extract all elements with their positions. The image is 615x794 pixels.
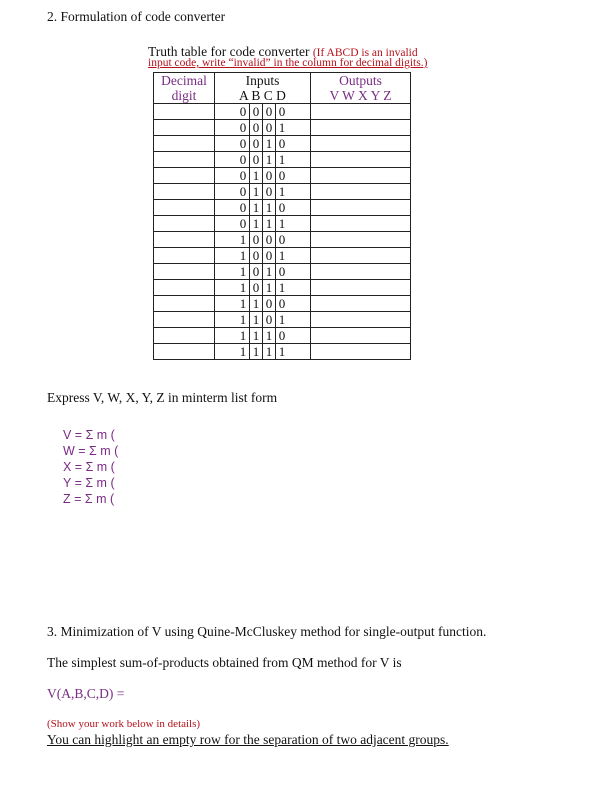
outputs-cell[interactable] bbox=[311, 168, 411, 184]
decimal-digit-header bbox=[154, 73, 215, 104]
input-bit-a: 1 bbox=[239, 232, 247, 247]
input-bit-a: 0 bbox=[239, 104, 247, 119]
input-bit-a: 0 bbox=[239, 184, 247, 199]
input-bit-a: 0 bbox=[239, 200, 247, 215]
input-bit-b: 0 bbox=[249, 264, 262, 279]
input-bit-c: 1 bbox=[262, 200, 275, 215]
decimal-digit-cell[interactable] bbox=[154, 200, 215, 216]
inputs-cell bbox=[215, 248, 311, 264]
section-3-heading: 3. Minimization of V using Quine-McCluskey method for single-output function. bbox=[47, 624, 487, 639]
input-bit-a: 1 bbox=[239, 296, 247, 311]
input-bit-c: 0 bbox=[262, 232, 275, 247]
input-bit-c: 1 bbox=[262, 216, 275, 231]
input-bit-c: 1 bbox=[262, 280, 275, 295]
express-prompt: Express V, W, X, Y, Z in minterm list form bbox=[47, 390, 278, 405]
input-bit-b: 1 bbox=[249, 200, 262, 215]
input-bit-a: 1 bbox=[239, 328, 247, 343]
input-bit-a: 0 bbox=[239, 136, 247, 151]
input-bit-c: 0 bbox=[262, 184, 275, 199]
inputs-cell bbox=[215, 168, 311, 184]
decimal-digit-cell[interactable] bbox=[154, 168, 215, 184]
outputs-cell[interactable] bbox=[311, 152, 411, 168]
input-bit-d: 0 bbox=[275, 104, 288, 119]
decimal-digit-cell[interactable] bbox=[154, 136, 215, 152]
input-bit-d: 1 bbox=[275, 248, 288, 263]
input-bit-a: 1 bbox=[239, 248, 247, 263]
input-bit-c: 0 bbox=[262, 248, 275, 263]
minterm-y: Y = Σ m ( bbox=[63, 476, 115, 490]
truth-table bbox=[153, 72, 411, 360]
decimal-digit-cell[interactable] bbox=[154, 184, 215, 200]
inputs-cell bbox=[215, 312, 311, 328]
truth-table-row bbox=[154, 168, 411, 184]
decimal-header-line2: digit bbox=[171, 88, 197, 103]
inputs-header bbox=[215, 73, 311, 104]
inputs-cell bbox=[215, 280, 311, 296]
truth-table-row bbox=[154, 104, 411, 120]
input-bit-b: 0 bbox=[249, 104, 262, 119]
input-bit-d: 1 bbox=[275, 280, 288, 295]
inputs-cell bbox=[215, 216, 311, 232]
input-bit-d: 1 bbox=[275, 216, 288, 231]
truth-table-header bbox=[154, 73, 411, 104]
input-bit-c: 1 bbox=[262, 152, 275, 167]
input-bit-b: 1 bbox=[249, 344, 262, 359]
truth-table-row bbox=[154, 264, 411, 280]
truth-table-row bbox=[154, 312, 411, 328]
decimal-digit-cell[interactable] bbox=[154, 312, 215, 328]
input-bit-b: 0 bbox=[249, 120, 262, 135]
input-bit-d: 1 bbox=[275, 312, 288, 327]
inputs-cell bbox=[215, 296, 311, 312]
decimal-digit-cell[interactable] bbox=[154, 216, 215, 232]
outputs-cell[interactable] bbox=[311, 216, 411, 232]
outputs-cell[interactable] bbox=[311, 104, 411, 120]
table-note-line1: (If ABCD is an invalid bbox=[312, 47, 418, 59]
input-bit-d: 0 bbox=[275, 168, 288, 183]
input-bit-a: 0 bbox=[239, 152, 247, 167]
highlight-note: You can highlight an empty row for the separation of two adjacent groups. bbox=[47, 732, 449, 747]
input-bit-b: 0 bbox=[249, 136, 262, 151]
outputs-header-line2: V W X Y Z bbox=[329, 88, 392, 103]
minterm-w: W = Σ m ( bbox=[63, 444, 119, 458]
outputs-cell[interactable] bbox=[311, 328, 411, 344]
truth-table-row bbox=[154, 280, 411, 296]
input-bit-a: 1 bbox=[239, 280, 247, 295]
decimal-digit-cell[interactable] bbox=[154, 248, 215, 264]
truth-table-row bbox=[154, 328, 411, 344]
input-bit-d: 1 bbox=[275, 152, 288, 167]
outputs-cell[interactable] bbox=[311, 136, 411, 152]
outputs-cell[interactable] bbox=[311, 296, 411, 312]
table-title-text: Truth table for code converter bbox=[148, 44, 313, 59]
decimal-digit-cell[interactable] bbox=[154, 152, 215, 168]
input-bit-b: 0 bbox=[249, 152, 262, 167]
input-bit-a: 0 bbox=[239, 216, 247, 231]
decimal-digit-cell[interactable] bbox=[154, 104, 215, 120]
input-bit-b: 0 bbox=[249, 232, 262, 247]
input-bit-a: 0 bbox=[239, 168, 247, 183]
decimal-header-line1: Decimal bbox=[161, 73, 207, 88]
input-bit-b: 1 bbox=[249, 168, 262, 183]
inputs-cell bbox=[215, 200, 311, 216]
inputs-cell bbox=[215, 328, 311, 344]
inputs-cell bbox=[215, 136, 311, 152]
show-work-note: (Show your work below in details) bbox=[47, 718, 201, 730]
input-bit-a: 1 bbox=[239, 312, 247, 327]
input-bit-d: 0 bbox=[275, 200, 288, 215]
input-bit-c: 0 bbox=[262, 296, 275, 311]
input-bit-a: 0 bbox=[239, 120, 247, 135]
decimal-digit-cell[interactable] bbox=[154, 328, 215, 344]
input-bit-d: 1 bbox=[275, 344, 288, 359]
outputs-cell[interactable] bbox=[311, 232, 411, 248]
input-bit-d: 1 bbox=[275, 120, 288, 135]
input-bit-d: 1 bbox=[275, 184, 288, 199]
input-bit-b: 0 bbox=[249, 248, 262, 263]
input-bit-b: 1 bbox=[249, 312, 262, 327]
qm-sentence: The simplest sum-of-products obtained from QM method for V is bbox=[47, 655, 402, 670]
truth-table-row bbox=[154, 248, 411, 264]
truth-table-row bbox=[154, 184, 411, 200]
input-bit-d: 0 bbox=[275, 136, 288, 151]
input-bit-d: 0 bbox=[275, 232, 288, 247]
truth-table-row bbox=[154, 136, 411, 152]
truth-table-row bbox=[154, 232, 411, 248]
outputs-header-line1: Outputs bbox=[339, 73, 382, 88]
outputs-header bbox=[311, 73, 411, 104]
input-bit-c: 1 bbox=[262, 264, 275, 279]
input-bit-c: 0 bbox=[262, 168, 275, 183]
v-expression: V(A,B,C,D) = bbox=[47, 686, 125, 701]
minterm-v: V = Σ m ( bbox=[63, 428, 115, 442]
decimal-digit-cell[interactable] bbox=[154, 232, 215, 248]
inputs-cell bbox=[215, 344, 311, 360]
input-bit-c: 1 bbox=[262, 328, 275, 343]
truth-table-row bbox=[154, 200, 411, 216]
input-bit-b: 1 bbox=[249, 296, 262, 311]
truth-table-row bbox=[154, 216, 411, 232]
input-bit-a: 1 bbox=[239, 264, 247, 279]
decimal-digit-cell[interactable] bbox=[154, 120, 215, 136]
decimal-digit-cell[interactable] bbox=[154, 344, 215, 360]
inputs-cell bbox=[215, 264, 311, 280]
outputs-cell[interactable] bbox=[311, 184, 411, 200]
input-bit-d: 0 bbox=[275, 296, 288, 311]
input-bit-b: 0 bbox=[249, 280, 262, 295]
outputs-cell[interactable] bbox=[311, 248, 411, 264]
inputs-header-line2: A B C D bbox=[239, 88, 286, 103]
input-bit-b: 1 bbox=[249, 184, 262, 199]
section-2-heading: 2. Formulation of code converter bbox=[47, 9, 226, 24]
outputs-cell[interactable] bbox=[311, 120, 411, 136]
input-bit-c: 0 bbox=[262, 120, 275, 135]
decimal-digit-cell[interactable] bbox=[154, 264, 215, 280]
input-bit-c: 1 bbox=[262, 136, 275, 151]
outputs-cell[interactable] bbox=[311, 200, 411, 216]
truth-table-row bbox=[154, 120, 411, 136]
inputs-cell bbox=[215, 152, 311, 168]
input-bit-d: 0 bbox=[275, 264, 288, 279]
input-bit-b: 1 bbox=[249, 216, 262, 231]
minterm-x: X = Σ m ( bbox=[63, 460, 115, 474]
input-bit-c: 0 bbox=[262, 312, 275, 327]
inputs-cell bbox=[215, 104, 311, 120]
truth-table-row bbox=[154, 344, 411, 360]
outputs-cell[interactable] bbox=[311, 280, 411, 296]
truth-table-row bbox=[154, 296, 411, 312]
minterm-z: Z = Σ m ( bbox=[63, 492, 115, 506]
input-bit-b: 1 bbox=[249, 328, 262, 343]
truth-table-row bbox=[154, 152, 411, 168]
table-note-line2: input code, write “invalid” in the column for decimal digits.) bbox=[148, 57, 428, 69]
inputs-header-line1: Inputs bbox=[245, 73, 280, 88]
inputs-cell bbox=[215, 120, 311, 136]
outputs-cell[interactable] bbox=[311, 264, 411, 280]
input-bit-d: 0 bbox=[275, 328, 288, 343]
outputs-cell[interactable] bbox=[311, 344, 411, 360]
input-bit-c: 1 bbox=[262, 344, 275, 359]
inputs-cell bbox=[215, 184, 311, 200]
inputs-cell bbox=[215, 232, 311, 248]
input-bit-c: 0 bbox=[262, 104, 275, 119]
input-bit-a: 1 bbox=[239, 344, 247, 359]
outputs-cell[interactable] bbox=[311, 312, 411, 328]
decimal-digit-cell[interactable] bbox=[154, 296, 215, 312]
decimal-digit-cell[interactable] bbox=[154, 280, 215, 296]
